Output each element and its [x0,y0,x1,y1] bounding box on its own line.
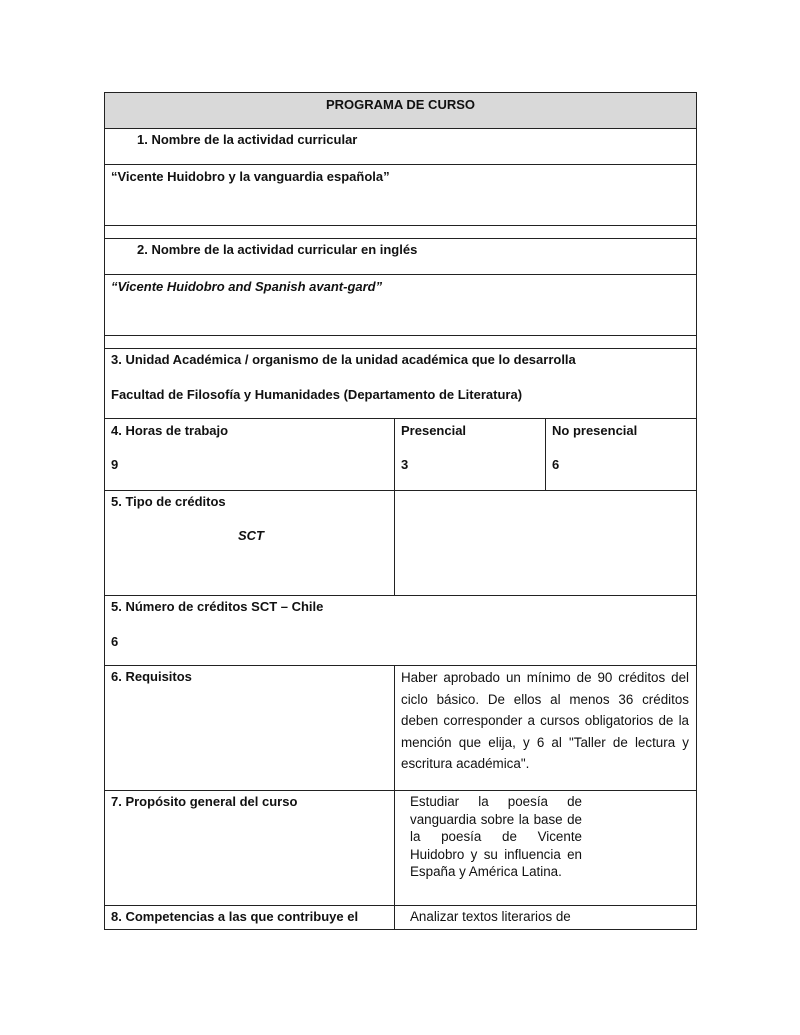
presencial-hours: 3 [401,457,409,472]
section-5-row [104,490,697,595]
section-1-value-row [104,164,697,225]
course-name-english: “Vicente Huidobro and Spanish avant-gard” [111,279,383,294]
credit-type: SCT [238,528,264,543]
section-6-label: 6. Requisitos [111,669,192,684]
section-5b-row [104,595,697,665]
purpose-text: Estudiar la poesía de vanguardia sobre la base de la poesía de Vicente Huidobro y su influencia en España y América Latina. [410,794,582,879]
section-2-label: 2. Nombre de la actividad curricular en inglés [137,242,418,257]
competencies-label-cell [105,906,394,929]
requirements-label-cell [105,666,394,790]
purpose-value-cell [394,791,696,905]
section-8-label: 8. Competencias a las que contribuye el [111,909,359,924]
empty-cell [394,491,696,595]
competencies-value-cell [394,906,696,929]
competencies-text: Analizar textos literarios de [410,909,571,924]
section-4-label: 4. Horas de trabajo [111,423,229,438]
section-8-row [104,905,697,930]
section-5b-label: 5. Número de créditos SCT – Chile [111,599,324,614]
spacer-row [104,335,697,348]
spacer-row [104,225,697,238]
no-presencial-cell [545,419,696,490]
credit-type-cell [105,491,394,595]
academic-unit: Facultad de Filosofía y Humanidades (Departamento de Literatura) [111,387,523,402]
purpose-label-cell [105,791,394,905]
total-hours: 9 [111,457,119,472]
work-hours-cell [105,419,394,490]
section-7-label: 7. Propósito general del curso [111,794,298,809]
section-2-label-row [104,238,697,274]
section-6-row [104,665,697,790]
requirements-text: Haber aprobado un mínimo de 90 créditos del ciclo básico. De ellos al menos 36 créditos deben corresponder a cursos obligatorios de la mención que elija, y 6 al "Taller de lectura y escritura académica". [401,670,689,771]
table-header-row [104,92,697,128]
page-title: PROGRAMA DE CURSO [325,97,476,112]
no-presencial-hours: 6 [552,457,560,472]
course-name: “Vicente Huidobro y la vanguardia española” [111,169,390,184]
section-4-row [104,418,697,490]
no-presencial-label: No presencial [552,423,638,438]
section-7-row [104,790,697,905]
section-5-label: 5. Tipo de créditos [111,494,226,509]
section-1-label: 1. Nombre de la actividad curricular [137,132,358,147]
sct-credits: 6 [111,634,119,649]
section-1-label-row [104,128,697,164]
presencial-label: Presencial [401,423,467,438]
requirements-value-cell [394,666,696,790]
section-3-label: 3. Unidad Académica / organismo de la unidad académica que lo desarrolla [111,352,576,367]
presencial-cell [394,419,545,490]
section-3-row [104,348,697,418]
section-2-value-row [104,274,697,335]
